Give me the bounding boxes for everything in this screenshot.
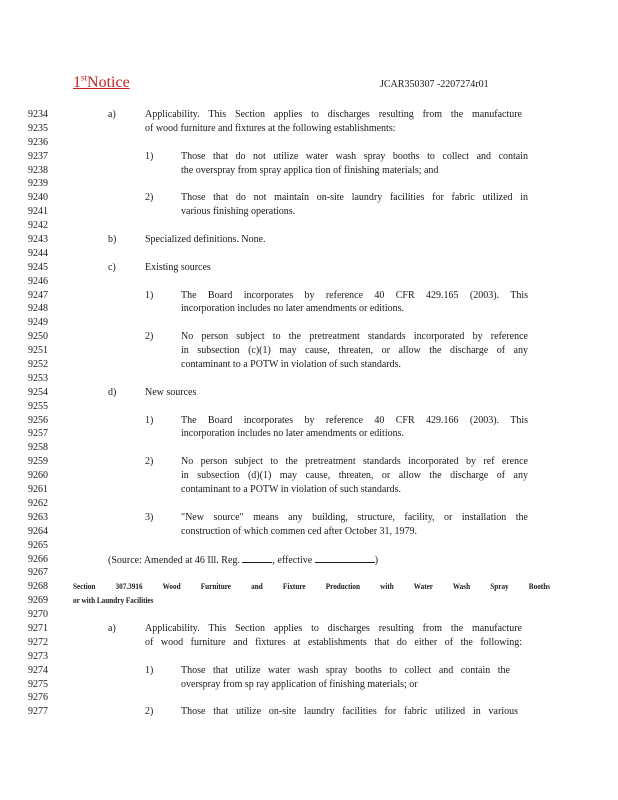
body-text: in subsection (d)(1) may cause, threaten, or allow the discharge of any	[181, 470, 528, 482]
line-number: 9262	[28, 497, 48, 509]
line-number: 9253	[28, 372, 48, 384]
line-number: 9268	[28, 581, 48, 593]
body-text: the overspray from spray applica tion of finishing materials; and	[181, 164, 439, 176]
line-row	[0, 177, 618, 191]
body-text: Those that utilize on-site laundry facilities for fabric utilized in various	[181, 706, 518, 718]
line-number: 9242	[28, 220, 48, 232]
body-text: Applicability. This Section applies to discharges resulting from the manufacture	[145, 109, 522, 120]
line-row	[0, 705, 618, 719]
line-number: 9261	[28, 484, 48, 496]
line-row	[0, 691, 618, 705]
line-number: 9249	[28, 317, 48, 329]
body-text: The Board incorporates by reference 40 CFR 429.165 (2003). This	[181, 289, 528, 301]
line-row	[0, 636, 618, 650]
body-text: No person subject to the pretreatment standards incorporated by ref erence	[181, 456, 528, 468]
subsection-label: b)	[108, 234, 117, 246]
line-number: 9237	[28, 150, 48, 162]
line-row	[0, 483, 618, 497]
item-label: 2)	[145, 706, 154, 718]
line-number: 9254	[28, 386, 48, 398]
line-number: 9236	[28, 136, 48, 148]
body-text: No person subject to the pretreatment standards incorporated by reference	[181, 331, 528, 343]
line-row	[0, 150, 618, 164]
line-number: 9241	[28, 206, 48, 218]
line-row	[0, 539, 618, 553]
line-number: 9264	[28, 525, 48, 537]
body-text: incorporation includes no later amendments or editions.	[181, 428, 404, 440]
item-label: 1)	[145, 289, 154, 301]
item-label: 2)	[145, 456, 154, 468]
line-number: 9238	[28, 164, 48, 176]
line-row	[0, 108, 618, 122]
line-number: 9256	[28, 414, 48, 426]
body-text: Those that do not maintain on-site laundry facilities for fabric utilized in	[181, 192, 528, 204]
notice-superscript: st	[81, 72, 88, 83]
line-row	[0, 511, 618, 525]
line-row	[0, 414, 618, 428]
line-number: 9246	[28, 275, 48, 287]
line-number: 9234	[28, 109, 48, 120]
body-text: The Board incorporates by reference 40 CFR 429.166 (2003). This	[181, 414, 528, 426]
line-number: 9245	[28, 261, 48, 273]
item-label: 2)	[145, 331, 154, 343]
line-row	[0, 164, 618, 178]
notice-header	[73, 74, 130, 92]
body-text: incorporation includes no later amendments or editions.	[181, 303, 404, 315]
line-row	[0, 136, 618, 150]
line-number: 9266	[28, 553, 48, 565]
body-text: of wood furniture and fixtures at establishments that do either of the following:	[145, 636, 522, 648]
line-row	[0, 358, 618, 372]
section-heading: Section 307.3916 Wood Furniture and Fixture Production with Water Wash Spray Booths	[73, 582, 550, 592]
line-number: 9258	[28, 442, 48, 454]
line-number: 9272	[28, 636, 48, 648]
line-number: 9240	[28, 192, 48, 204]
item-label: 3)	[145, 511, 154, 523]
line-row	[0, 289, 618, 303]
line-row	[0, 372, 618, 386]
line-number: 9270	[28, 609, 48, 621]
source-note-effective: , effective	[272, 554, 313, 566]
line-row	[0, 344, 618, 358]
line-number: 9243	[28, 234, 48, 246]
line-row	[0, 191, 618, 205]
line-row	[0, 219, 618, 233]
line-number: 9265	[28, 539, 48, 551]
line-number: 9252	[28, 359, 48, 371]
line-row	[0, 316, 618, 330]
line-number: 9247	[28, 289, 48, 301]
source-note-text: (Source: Amended at 46 Ill. Reg.	[108, 554, 240, 566]
body-text: "New source" means any building, structure, facility, or installation the	[181, 511, 528, 523]
line-number: 9239	[28, 178, 48, 190]
subsection-label: c)	[108, 261, 116, 273]
line-row	[0, 233, 618, 247]
line-row	[0, 497, 618, 511]
body-text: construction of which commen ced after October 31, 1979.	[181, 525, 418, 537]
document-body	[0, 108, 618, 719]
body-text: Applicability. This Section applies to discharges resulting from the manufacture	[145, 622, 522, 634]
notice-number: 1	[73, 74, 81, 91]
line-row	[0, 553, 618, 567]
line-number: 9263	[28, 511, 48, 523]
body-text: of wood furniture and fixtures at the following establishments:	[145, 122, 396, 134]
line-row	[0, 275, 618, 289]
line-number: 9259	[28, 456, 48, 468]
line-number: 9267	[28, 567, 48, 579]
line-number: 9269	[28, 595, 48, 607]
body-text: overspray from sp ray application of finishing materials; or	[181, 678, 418, 690]
line-number: 9250	[28, 331, 48, 343]
item-label: 1)	[145, 664, 154, 676]
line-number: 9274	[28, 664, 48, 676]
line-row	[0, 469, 618, 483]
line-number: 9255	[28, 400, 48, 412]
line-row	[0, 566, 618, 580]
line-row	[0, 205, 618, 219]
line-row	[0, 386, 618, 400]
line-row	[0, 580, 618, 594]
line-row	[0, 441, 618, 455]
body-text: Specialized definitions. None.	[145, 234, 266, 246]
body-text: contaminant to a POTW in violation of such standards.	[181, 359, 402, 371]
line-row	[0, 455, 618, 469]
body-text: Those that utilize water wash spray booths to collect and contain the	[181, 664, 510, 676]
line-number: 9248	[28, 303, 48, 315]
section-heading-cont: or with Laundry Facilities	[73, 596, 154, 606]
line-row	[0, 678, 618, 692]
source-note-close: )	[374, 554, 379, 566]
subsection-label: a)	[108, 109, 116, 120]
line-number: 9273	[28, 650, 48, 662]
body-text: various finishing operations.	[181, 206, 296, 218]
line-row	[0, 330, 618, 344]
line-number: 9271	[28, 622, 48, 634]
line-number: 9275	[28, 678, 48, 690]
line-number: 9251	[28, 345, 48, 357]
item-label: 2)	[145, 192, 154, 204]
item-label: 1)	[145, 414, 154, 426]
line-row	[0, 594, 618, 608]
line-number: 9276	[28, 692, 48, 704]
line-row	[0, 650, 618, 664]
notice-word: Notice	[87, 74, 130, 91]
line-row	[0, 608, 618, 622]
body-text: Existing sources	[145, 261, 211, 273]
line-number: 9244	[28, 247, 48, 259]
body-text: New sources	[145, 386, 197, 398]
source-note	[108, 553, 378, 568]
body-text: Those that do not utilize water wash spray booths to collect and contain	[181, 150, 528, 162]
line-row	[0, 261, 618, 275]
line-number: 9277	[28, 706, 48, 718]
line-row	[0, 622, 618, 636]
line-row	[0, 400, 618, 414]
item-label: 1)	[145, 150, 154, 162]
subsection-label: d)	[108, 386, 117, 398]
register-volume-blank	[242, 553, 272, 563]
line-row	[0, 122, 618, 136]
line-row	[0, 247, 618, 261]
effective-date-blank	[315, 553, 375, 563]
line-row	[0, 525, 618, 539]
line-number: 9257	[28, 428, 48, 440]
line-row	[0, 302, 618, 316]
document-id: JCAR350307 -2207274r01	[380, 79, 489, 90]
body-text: in subsection (c)(1) may cause, threaten, or allow the discharge of any	[181, 345, 528, 357]
line-row	[0, 427, 618, 441]
line-row	[0, 664, 618, 678]
subsection-label: a)	[108, 622, 116, 634]
line-number: 9260	[28, 470, 48, 482]
body-text: contaminant to a POTW in violation of such standards.	[181, 484, 402, 496]
line-number: 9235	[28, 122, 48, 134]
